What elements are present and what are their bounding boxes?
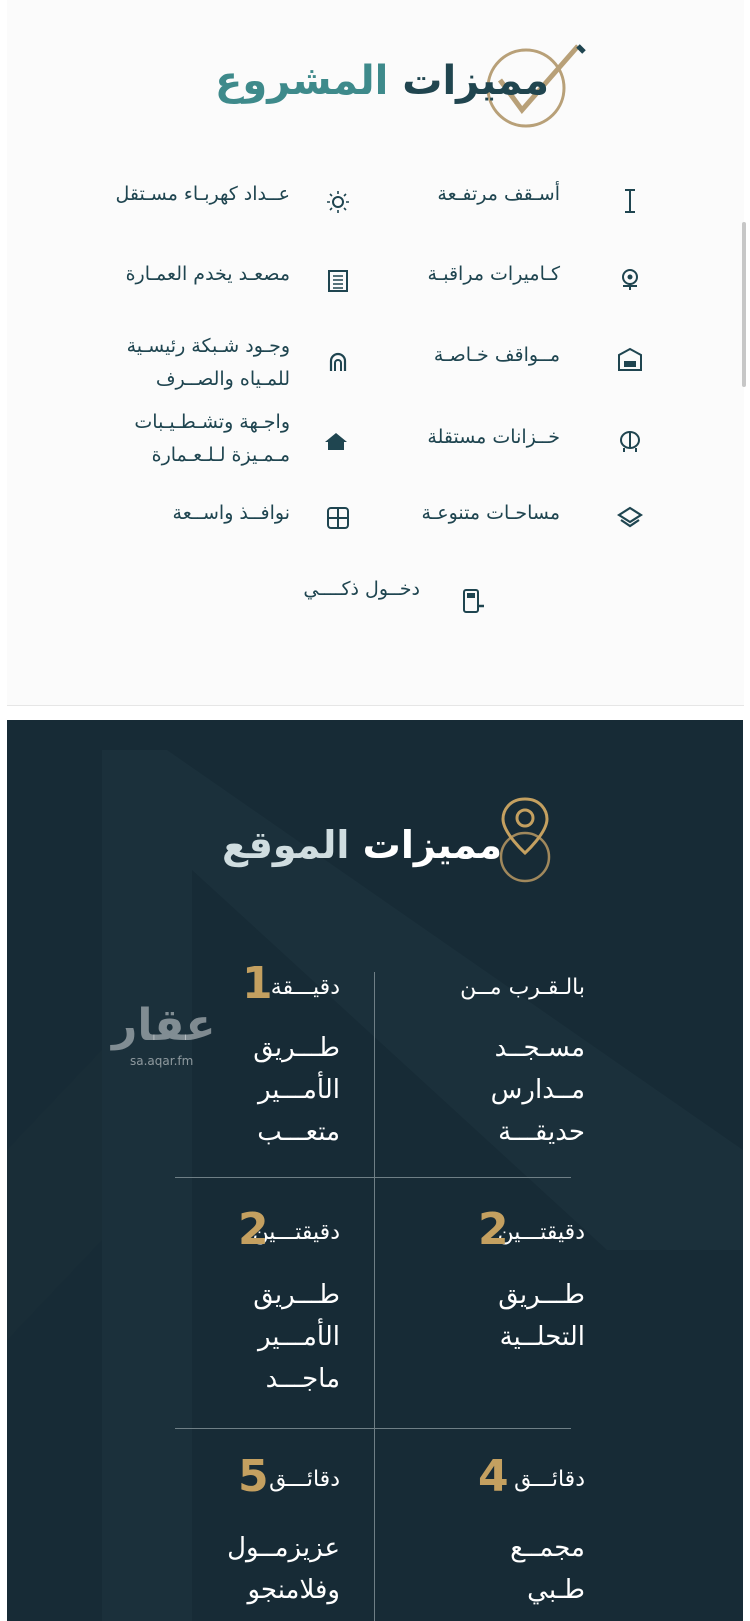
near-place: حديقـــة	[498, 1117, 585, 1147]
elevator-icon	[325, 268, 351, 294]
time-unit: دقيقتـــين	[252, 1220, 340, 1245]
location-title	[222, 823, 502, 867]
near-place: مــدارس	[490, 1075, 585, 1105]
time-unit: دقيـــقة	[270, 975, 340, 1000]
feature-label: وجـود شـبكة رئيسـية للمـياه والصــرف	[126, 335, 290, 390]
project-title	[215, 58, 549, 104]
feature-label: مساحـات متنوعـة	[421, 502, 560, 524]
feature-label: عــداد كهربـاء مسـتقل	[115, 183, 290, 205]
place-line: طـبي	[527, 1575, 585, 1605]
place-line: طـــريق	[253, 1280, 340, 1310]
feature-label: نوافــذ واســعة	[172, 502, 290, 524]
place-line: الأمـــير	[257, 1075, 340, 1105]
place-line: ماجـــد	[265, 1364, 340, 1394]
feature-label: مصعـد يخدم العمـارة	[125, 263, 290, 285]
place-line: طـــريق	[253, 1033, 340, 1063]
time-unit: دقائـــق	[514, 1467, 585, 1492]
near-place: مسـجــد	[494, 1033, 585, 1063]
camera-icon	[617, 266, 643, 292]
row-divider	[175, 1428, 571, 1429]
feature-label: كـاميرات مراقبـة	[427, 263, 560, 285]
row-divider	[175, 1177, 571, 1178]
project-title-light: المشروع	[215, 58, 389, 104]
watermark-logo: عقار	[112, 1000, 216, 1051]
layers-icon	[617, 505, 643, 531]
feature-label: أسـقف مرتفـعة	[437, 183, 560, 205]
place-line: مجمــع	[510, 1533, 585, 1563]
place-line: عزيزمــول	[227, 1533, 340, 1563]
column-divider	[374, 972, 375, 1621]
watermark-url: sa.aqar.fm	[130, 1054, 194, 1068]
house-icon	[323, 428, 349, 454]
time-number: 4	[478, 1451, 509, 1502]
place-line: متعـــب	[257, 1117, 340, 1147]
place-line: التحلــية	[499, 1322, 585, 1352]
ceiling-height-icon	[617, 188, 643, 214]
bulb-icon	[325, 189, 351, 215]
feature-label: واجـهة وتشـطـيـبات مـمـيزة لـلـعـمارة	[134, 411, 290, 466]
time-number: 2	[238, 1204, 269, 1255]
time-unit: دقائـــق	[269, 1467, 340, 1492]
time-number: 2	[478, 1204, 509, 1255]
scrollbar[interactable]	[742, 222, 746, 387]
project-title-bold: مميزات	[402, 58, 549, 104]
window-icon	[325, 505, 351, 531]
feature-label: خــزانات مستقلة	[427, 426, 560, 448]
smart-lock-icon	[460, 588, 486, 614]
place-line: طـــريق	[498, 1280, 585, 1310]
time-number: 5	[238, 1451, 269, 1502]
feature-label: مــواقف خـاصـة	[433, 344, 560, 366]
garage-icon	[617, 346, 643, 372]
time-unit: دقيقتـــين	[497, 1220, 585, 1245]
water-tank-icon	[617, 428, 643, 454]
plumbing-icon	[325, 349, 351, 375]
place-line: وفلامنجو	[247, 1575, 340, 1605]
time-number: 1	[242, 958, 273, 1009]
near-label: بالـقـرب مــن	[460, 975, 585, 1000]
feature-label: دخــول ذكــــي	[303, 578, 420, 600]
location-title-light: الموقع	[222, 823, 350, 867]
location-pin-icon	[497, 795, 559, 885]
place-line: الأمـــير	[257, 1322, 340, 1352]
location-title-bold: مميزات	[362, 823, 503, 867]
